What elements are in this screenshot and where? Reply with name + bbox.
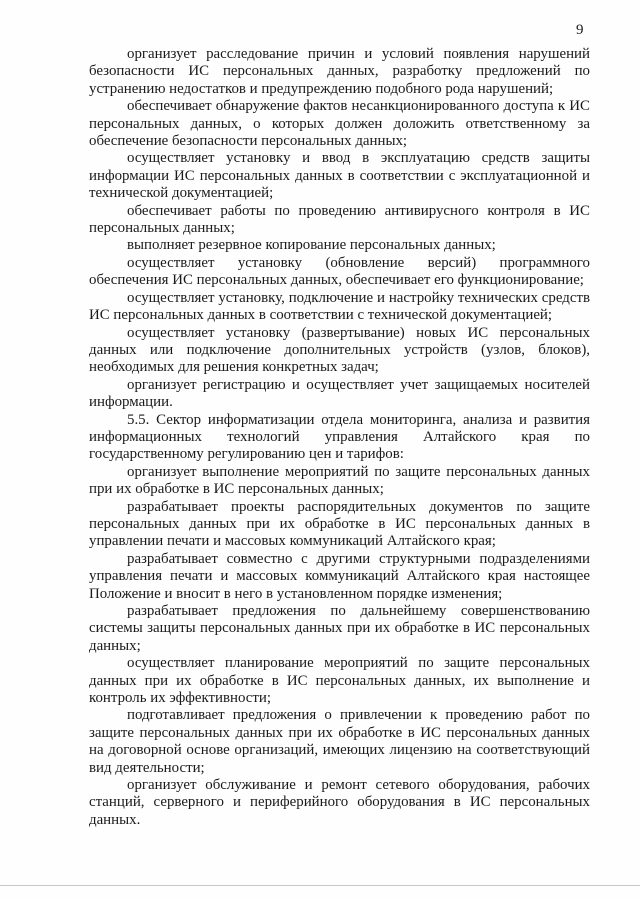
body-text	[89, 46, 590, 829]
paragraph: выполняет резервное копирование персональных данных;	[127, 237, 496, 254]
paragraph: организует регистрацию и осуществляет учет защищаемых носителей информации.	[89, 376, 590, 411]
paragraph: организует расследование причин и условий появления нарушений безопасности ИС персональных данных, разработку предложений по устранению недостатков и предупреждению подобного рода нарушений;	[89, 46, 590, 97]
scan-edge-line	[0, 885, 640, 886]
section-heading-paragraph: 5.5. Сектор информатизации отдела мониторинга, анализа и развития информационных технологий управления Алтайского края по государственному регулированию цен и тарифов:	[89, 411, 590, 463]
paragraph: разрабатывает совместно с другими структурными подразделениями управления печати и массовых коммуникаций Алтайского края настоящее Положение и вносит в него в установленном порядке изменения;	[89, 550, 590, 602]
paragraph: осуществляет планирование мероприятий по защите персональных данных при их обработке в ИС персональных данных, их выполнение и контроль их эффективности;	[89, 655, 590, 707]
paragraph: организует выполнение мероприятий по защите персональных данных при их обработке в ИС персональных данных;	[89, 463, 590, 498]
paragraph: обеспечивает работы по проведению антивирусного контроля в ИС персональных данных;	[89, 202, 590, 237]
paragraph: осуществляет установку (развертывание) новых ИС персональных данных или подключение дополнительных устройств (узлов, блоков), необходимых для решения конкретных задач;	[89, 324, 590, 376]
paragraph: организует обслуживание и ремонт сетевого оборудования, рабочих станций, серверного и периферийного оборудования в ИС персональных данных.	[89, 777, 590, 828]
paragraph: разрабатывает проекты распорядительных документов по защите персональных данных при их обработке в ИС персональных данных в управлении печати и массовых коммуникаций Алтайского края;	[89, 498, 590, 550]
paragraph: осуществляет установку (обновление версий) программного обеспечения ИС персональных данных, обеспечивает его функционирование;	[89, 254, 590, 289]
paragraph: осуществляет установку и ввод в эксплуатацию средств защиты информации ИС персональных данных в соответствии с эксплуатационной и технической документацией;	[89, 150, 590, 202]
paragraph: осуществляет установку, подключение и настройку технических средств ИС персональных данных в соответствии с технической документацией;	[89, 289, 590, 324]
paragraph: разрабатывает предложения по дальнейшему совершенствованию системы защиты персональных данных при их обработке в ИС персональных данных;	[89, 603, 590, 654]
page-number: 9	[576, 22, 584, 38]
paragraph: обеспечивает обнаружение фактов несанкционированного доступа к ИС персональных данных, о которых должен доложить ответственному за обеспечение безопасности персональных данных;	[89, 98, 590, 150]
paragraph: подготавливает предложения о привлечении к проведению работ по защите персональных данных при их обработке в ИС персональных данных на договорной основе организаций, имеющих лицензию на соответствующий вид деятельности;	[89, 707, 590, 776]
